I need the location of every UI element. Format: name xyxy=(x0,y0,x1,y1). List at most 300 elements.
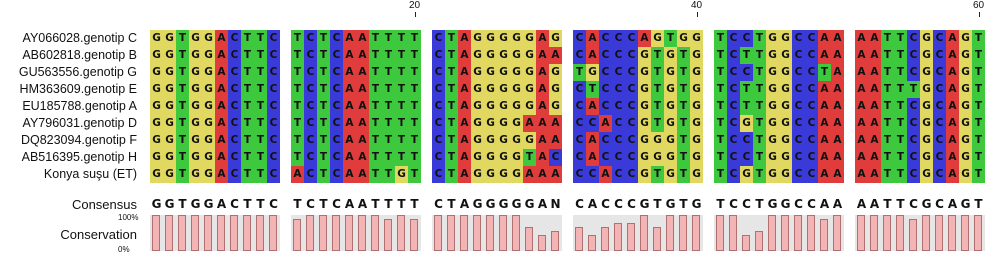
nucleotide-cell: G xyxy=(189,47,202,64)
nucleotide-cell: C xyxy=(727,98,740,115)
nucleotide-cell: C xyxy=(933,98,946,115)
nucleotide-cell: T xyxy=(317,149,330,166)
nucleotide-cell: A xyxy=(356,64,369,81)
nucleotide-cell: A xyxy=(946,47,959,64)
nucleotide-cell: G xyxy=(740,166,753,183)
nucleotide-cell: C xyxy=(805,149,818,166)
nucleotide-cell: A xyxy=(343,149,356,166)
nucleotide-cell: T xyxy=(382,47,395,64)
nucleotide-cell: C xyxy=(304,115,317,132)
nucleotide-cell: T xyxy=(651,115,664,132)
nucleotide-cell: A xyxy=(523,166,536,183)
nucleotide-cell: C xyxy=(599,64,612,81)
nucleotide-cell: G xyxy=(163,166,176,183)
nucleotide-cell: T xyxy=(317,81,330,98)
sequence-name: DQ823094.genotip F xyxy=(20,133,137,147)
nucleotide-cell: T xyxy=(651,98,664,115)
conservation-bar xyxy=(345,215,353,251)
nucleotide-cell: G xyxy=(471,132,484,149)
nucleotide-cell: G xyxy=(690,166,703,183)
nucleotide-cell: G xyxy=(690,132,703,149)
nucleotide-cell: A xyxy=(458,30,471,47)
nucleotide-cell: C xyxy=(792,47,805,64)
nucleotide-cell: A xyxy=(868,166,881,183)
nucleotide-cell: A xyxy=(356,30,369,47)
nucleotide-cell: C xyxy=(907,30,920,47)
nucleotide-cell: A xyxy=(356,81,369,98)
nucleotide-cell: G xyxy=(779,81,792,98)
nucleotide-cell: A xyxy=(831,132,844,149)
conservation-bar xyxy=(666,215,674,251)
nucleotide-cell: C xyxy=(330,47,343,64)
nucleotide-cell: C xyxy=(907,64,920,81)
nucleotide-cell: A xyxy=(356,166,369,183)
nucleotide-cell: C xyxy=(586,115,599,132)
nucleotide-cell: T xyxy=(176,115,189,132)
nucleotide-cell: T xyxy=(369,115,382,132)
conservation-bar xyxy=(306,215,314,251)
nucleotide-cell: C xyxy=(599,30,612,47)
nucleotide-cell: T xyxy=(408,98,421,115)
nucleotide-cell: C xyxy=(805,81,818,98)
nucleotide-cell: A xyxy=(868,81,881,98)
nucleotide-cell: T xyxy=(677,115,690,132)
nucleotide-cell: A xyxy=(215,98,228,115)
nucleotide-cell: G xyxy=(189,98,202,115)
nucleotide-cell: G xyxy=(189,64,202,81)
nucleotide-cell: T xyxy=(881,30,894,47)
nucleotide-cell: A xyxy=(536,166,549,183)
nucleotide-cell: T xyxy=(317,166,330,183)
nucleotide-cell: A xyxy=(868,115,881,132)
nucleotide-cell: G xyxy=(638,98,651,115)
nucleotide-cell: G xyxy=(202,81,215,98)
nucleotide-cell: A xyxy=(536,47,549,64)
nucleotide-cell: G xyxy=(638,47,651,64)
nucleotide-cell: T xyxy=(317,115,330,132)
nucleotide-cell: A xyxy=(458,98,471,115)
nucleotide-cell: T xyxy=(369,64,382,81)
nucleotide-cell: T xyxy=(881,149,894,166)
nucleotide-cell: T xyxy=(714,30,727,47)
nucleotide-cell: T xyxy=(176,64,189,81)
nucleotide-cell: T xyxy=(714,98,727,115)
nucleotide-cell: G xyxy=(484,149,497,166)
nucleotide-cell: T xyxy=(291,64,304,81)
nucleotide-cell: A xyxy=(868,149,881,166)
nucleotide-cell: C xyxy=(612,98,625,115)
nucleotide-cell: C xyxy=(549,149,562,166)
nucleotide-cell: C xyxy=(267,47,280,64)
conservation-min-label: 0% xyxy=(118,245,130,254)
nucleotide-cell: A xyxy=(523,115,536,132)
nucleotide-cell: C xyxy=(612,149,625,166)
nucleotide-cell: C xyxy=(792,81,805,98)
nucleotide-cell: C xyxy=(933,47,946,64)
nucleotide-cell: T xyxy=(369,81,382,98)
nucleotide-cell: G xyxy=(471,81,484,98)
consensus-label: Consensus xyxy=(71,197,137,212)
nucleotide-cell: C xyxy=(612,166,625,183)
nucleotide-cell: T xyxy=(382,132,395,149)
nucleotide-cell: C xyxy=(330,98,343,115)
nucleotide-cell: G xyxy=(510,166,523,183)
nucleotide-cell: C xyxy=(727,149,740,166)
nucleotide-cell: C xyxy=(432,149,445,166)
nucleotide-cell: T xyxy=(445,149,458,166)
nucleotide-cell: C xyxy=(267,30,280,47)
nucleotide-cell: T xyxy=(894,166,907,183)
nucleotide-cell: C xyxy=(432,64,445,81)
conservation-bar xyxy=(486,215,494,251)
nucleotide-cell: A xyxy=(868,47,881,64)
nucleotide-cell: T xyxy=(445,64,458,81)
conservation-bar xyxy=(807,215,815,251)
nucleotide-cell: G xyxy=(150,149,163,166)
nucleotide-cell: C xyxy=(304,81,317,98)
nucleotide-cell: T xyxy=(894,115,907,132)
nucleotide-cell: G xyxy=(484,115,497,132)
nucleotide-cell: G xyxy=(189,166,202,183)
nucleotide-cell: G xyxy=(484,81,497,98)
nucleotide-cell: A xyxy=(946,81,959,98)
nucleotide-cell: A xyxy=(855,166,868,183)
nucleotide-cell: T xyxy=(382,166,395,183)
nucleotide-cell: C xyxy=(330,30,343,47)
nucleotide-cell: G xyxy=(651,30,664,47)
nucleotide-cell: A xyxy=(458,115,471,132)
nucleotide-cell: A xyxy=(855,30,868,47)
conservation-bar xyxy=(178,215,186,251)
nucleotide-cell: A xyxy=(818,98,831,115)
nucleotide-cell: T xyxy=(291,132,304,149)
nucleotide-cell: A xyxy=(343,115,356,132)
nucleotide-cell: T xyxy=(664,30,677,47)
nucleotide-cell: G xyxy=(163,81,176,98)
nucleotide-cell: G xyxy=(959,47,972,64)
consensus-base: C xyxy=(332,197,341,211)
nucleotide-cell: T xyxy=(241,30,254,47)
nucleotide-cell: G xyxy=(189,81,202,98)
conservation-bar xyxy=(551,231,559,251)
nucleotide-cell: G xyxy=(150,115,163,132)
nucleotide-cell: T xyxy=(445,115,458,132)
nucleotide-cell: C xyxy=(267,98,280,115)
consensus-base: T xyxy=(653,197,662,211)
nucleotide-cell: T xyxy=(894,98,907,115)
nucleotide-cell: G xyxy=(523,81,536,98)
nucleotide-cell: C xyxy=(228,132,241,149)
nucleotide-cell: C xyxy=(740,149,753,166)
nucleotide-cell: C xyxy=(792,30,805,47)
nucleotide-cell: C xyxy=(304,47,317,64)
conservation-bar xyxy=(948,215,956,251)
nucleotide-cell: C xyxy=(573,98,586,115)
nucleotide-cell: G xyxy=(497,115,510,132)
nucleotide-cell: T xyxy=(291,47,304,64)
nucleotide-cell: T xyxy=(714,47,727,64)
nucleotide-cell: G xyxy=(497,47,510,64)
nucleotide-cell: C xyxy=(792,149,805,166)
nucleotide-cell: A xyxy=(855,149,868,166)
nucleotide-cell: A xyxy=(215,149,228,166)
nucleotide-cell: T xyxy=(677,149,690,166)
nucleotide-cell: T xyxy=(894,132,907,149)
nucleotide-cell: G xyxy=(664,132,677,149)
nucleotide-cell: C xyxy=(792,115,805,132)
nucleotide-cell: A xyxy=(356,98,369,115)
nucleotide-cell: T xyxy=(408,47,421,64)
nucleotide-cell: C xyxy=(267,166,280,183)
nucleotide-cell: G xyxy=(690,81,703,98)
nucleotide-cell: G xyxy=(638,132,651,149)
nucleotide-cell: C xyxy=(573,166,586,183)
nucleotide-cell: T xyxy=(395,81,408,98)
nucleotide-cell: A xyxy=(818,30,831,47)
nucleotide-cell: T xyxy=(382,149,395,166)
nucleotide-cell: G xyxy=(638,64,651,81)
nucleotide-cell: A xyxy=(855,115,868,132)
nucleotide-cell: C xyxy=(625,115,638,132)
conservation-bar xyxy=(434,215,442,251)
conservation-bar xyxy=(857,215,865,251)
nucleotide-cell: C xyxy=(792,98,805,115)
nucleotide-cell: T xyxy=(677,81,690,98)
nucleotide-cell: G xyxy=(202,132,215,149)
nucleotide-cell: C xyxy=(330,64,343,81)
nucleotide-cell: C xyxy=(228,81,241,98)
nucleotide-cell: G xyxy=(510,30,523,47)
nucleotide-cell: T xyxy=(291,115,304,132)
nucleotide-cell: G xyxy=(471,98,484,115)
nucleotide-cell: G xyxy=(740,115,753,132)
nucleotide-cell: G xyxy=(497,149,510,166)
conservation-bar xyxy=(371,215,379,251)
conservation-bar xyxy=(538,235,546,251)
nucleotide-cell: C xyxy=(625,149,638,166)
nucleotide-cell: T xyxy=(176,30,189,47)
nucleotide-cell: T xyxy=(972,115,985,132)
nucleotide-cell: G xyxy=(779,149,792,166)
nucleotide-cell: A xyxy=(831,166,844,183)
conservation-bar xyxy=(410,219,418,251)
nucleotide-cell: T xyxy=(894,149,907,166)
nucleotide-cell: C xyxy=(330,115,343,132)
consensus-base: T xyxy=(319,197,328,211)
nucleotide-cell: G xyxy=(920,47,933,64)
nucleotide-cell: G xyxy=(549,81,562,98)
nucleotide-cell: T xyxy=(445,47,458,64)
nucleotide-cell: A xyxy=(458,132,471,149)
nucleotide-cell: G xyxy=(549,30,562,47)
nucleotide-cell: G xyxy=(920,30,933,47)
nucleotide-cell: A xyxy=(831,30,844,47)
nucleotide-cell: C xyxy=(304,166,317,183)
nucleotide-cell: T xyxy=(445,132,458,149)
nucleotide-cell: G xyxy=(779,166,792,183)
nucleotide-cell: A xyxy=(868,132,881,149)
nucleotide-cell: C xyxy=(933,115,946,132)
nucleotide-cell: G xyxy=(163,30,176,47)
ruler-label: 40 xyxy=(690,0,703,11)
nucleotide-cell: A xyxy=(818,132,831,149)
consensus-base: G xyxy=(151,197,162,211)
nucleotide-cell: A xyxy=(343,64,356,81)
nucleotide-cell: C xyxy=(933,64,946,81)
conservation-bar xyxy=(755,231,763,251)
nucleotide-cell: G xyxy=(959,30,972,47)
nucleotide-cell: T xyxy=(291,81,304,98)
consensus-base: A xyxy=(819,197,830,211)
nucleotide-cell: A xyxy=(549,115,562,132)
conservation-bar xyxy=(217,215,225,251)
nucleotide-cell: T xyxy=(395,30,408,47)
nucleotide-cell: C xyxy=(907,132,920,149)
consensus-base: A xyxy=(947,197,958,211)
sequence-name: AY066028.genotip C xyxy=(22,31,137,45)
nucleotide-cell: A xyxy=(215,47,228,64)
nucleotide-cell: A xyxy=(831,115,844,132)
nucleotide-cell: A xyxy=(215,30,228,47)
nucleotide-cell: A xyxy=(855,64,868,81)
nucleotide-cell: G xyxy=(766,132,779,149)
nucleotide-cell: G xyxy=(484,64,497,81)
nucleotide-cell: T xyxy=(176,98,189,115)
consensus-base: G xyxy=(665,197,676,211)
nucleotide-cell: A xyxy=(831,64,844,81)
conservation-bar xyxy=(961,215,969,251)
nucleotide-cell: T xyxy=(241,115,254,132)
conservation-bar xyxy=(627,223,635,251)
nucleotide-cell: A xyxy=(215,64,228,81)
nucleotide-cell: G xyxy=(664,166,677,183)
conservation-bar xyxy=(729,215,737,251)
nucleotide-cell: G xyxy=(523,98,536,115)
consensus-base: T xyxy=(243,197,252,211)
nucleotide-cell: T xyxy=(241,149,254,166)
nucleotide-cell: T xyxy=(395,64,408,81)
nucleotide-cell: G xyxy=(664,47,677,64)
consensus-base: T xyxy=(716,197,725,211)
nucleotide-cell: T xyxy=(369,98,382,115)
nucleotide-cell: G xyxy=(497,166,510,183)
nucleotide-cell: G xyxy=(766,81,779,98)
nucleotide-cell: C xyxy=(907,47,920,64)
nucleotide-cell: T xyxy=(881,98,894,115)
nucleotide-cell: T xyxy=(677,47,690,64)
nucleotide-cell: T xyxy=(445,30,458,47)
nucleotide-cell: C xyxy=(330,81,343,98)
nucleotide-cell: C xyxy=(727,115,740,132)
nucleotide-cell: G xyxy=(497,98,510,115)
nucleotide-cell: C xyxy=(330,149,343,166)
nucleotide-cell: T xyxy=(317,30,330,47)
consensus-base: T xyxy=(371,197,380,211)
consensus-base: C xyxy=(935,197,944,211)
consensus-base: C xyxy=(909,197,918,211)
nucleotide-cell: C xyxy=(805,47,818,64)
nucleotide-cell: G xyxy=(959,64,972,81)
consensus-base: G xyxy=(691,197,702,211)
nucleotide-cell: C xyxy=(267,132,280,149)
nucleotide-cell: C xyxy=(740,132,753,149)
nucleotide-cell: G xyxy=(920,115,933,132)
nucleotide-cell: C xyxy=(432,132,445,149)
nucleotide-cell: G xyxy=(766,98,779,115)
nucleotide-cell: A xyxy=(831,47,844,64)
nucleotide-cell: T xyxy=(369,166,382,183)
nucleotide-cell: G xyxy=(677,30,690,47)
conservation-bar xyxy=(768,215,776,251)
nucleotide-cell: A xyxy=(356,132,369,149)
nucleotide-cell: G xyxy=(395,166,408,183)
nucleotide-cell: T xyxy=(523,149,536,166)
nucleotide-cell: G xyxy=(549,64,562,81)
sequence-name: AB516395.genotip H xyxy=(21,150,137,164)
nucleotide-cell: C xyxy=(612,132,625,149)
conservation-bar xyxy=(460,215,468,251)
nucleotide-cell: T xyxy=(740,98,753,115)
consensus-base: G xyxy=(472,197,483,211)
nucleotide-cell: G xyxy=(690,115,703,132)
conservation-bar xyxy=(974,215,982,251)
nucleotide-cell: T xyxy=(291,149,304,166)
nucleotide-cell: A xyxy=(549,166,562,183)
nucleotide-cell: G xyxy=(523,47,536,64)
nucleotide-cell: G xyxy=(690,98,703,115)
nucleotide-cell: G xyxy=(959,132,972,149)
nucleotide-cell: G xyxy=(690,149,703,166)
nucleotide-cell: G xyxy=(202,98,215,115)
nucleotide-cell: G xyxy=(766,149,779,166)
nucleotide-cell: C xyxy=(599,98,612,115)
nucleotide-cell: T xyxy=(254,149,267,166)
sequence-name: AB602818.genotip B xyxy=(22,48,137,62)
nucleotide-cell: G xyxy=(690,64,703,81)
consensus-base: C xyxy=(269,197,278,211)
conservation-bar xyxy=(191,215,199,251)
nucleotide-cell: C xyxy=(727,132,740,149)
nucleotide-cell: T xyxy=(714,64,727,81)
conservation-bar xyxy=(935,215,943,251)
nucleotide-cell: T xyxy=(395,132,408,149)
nucleotide-cell: G xyxy=(651,132,664,149)
nucleotide-cell: C xyxy=(228,64,241,81)
nucleotide-cell: C xyxy=(228,115,241,132)
nucleotide-cell: G xyxy=(163,132,176,149)
nucleotide-cell: G xyxy=(150,64,163,81)
nucleotide-cell: A xyxy=(855,98,868,115)
nucleotide-cell: A xyxy=(215,81,228,98)
nucleotide-cell: C xyxy=(740,30,753,47)
nucleotide-cell: T xyxy=(972,132,985,149)
nucleotide-cell: T xyxy=(408,115,421,132)
nucleotide-cell: T xyxy=(972,30,985,47)
nucleotide-cell: T xyxy=(677,166,690,183)
nucleotide-cell: C xyxy=(933,30,946,47)
nucleotide-cell: T xyxy=(740,47,753,64)
nucleotide-cell: G xyxy=(189,115,202,132)
nucleotide-cell: C xyxy=(432,115,445,132)
nucleotide-cell: T xyxy=(753,81,766,98)
nucleotide-cell: A xyxy=(215,166,228,183)
nucleotide-cell: T xyxy=(972,166,985,183)
conservation-bar xyxy=(397,215,405,251)
nucleotide-cell: A xyxy=(356,149,369,166)
nucleotide-cell: T xyxy=(254,132,267,149)
nucleotide-cell: T xyxy=(408,149,421,166)
nucleotide-cell: T xyxy=(894,81,907,98)
